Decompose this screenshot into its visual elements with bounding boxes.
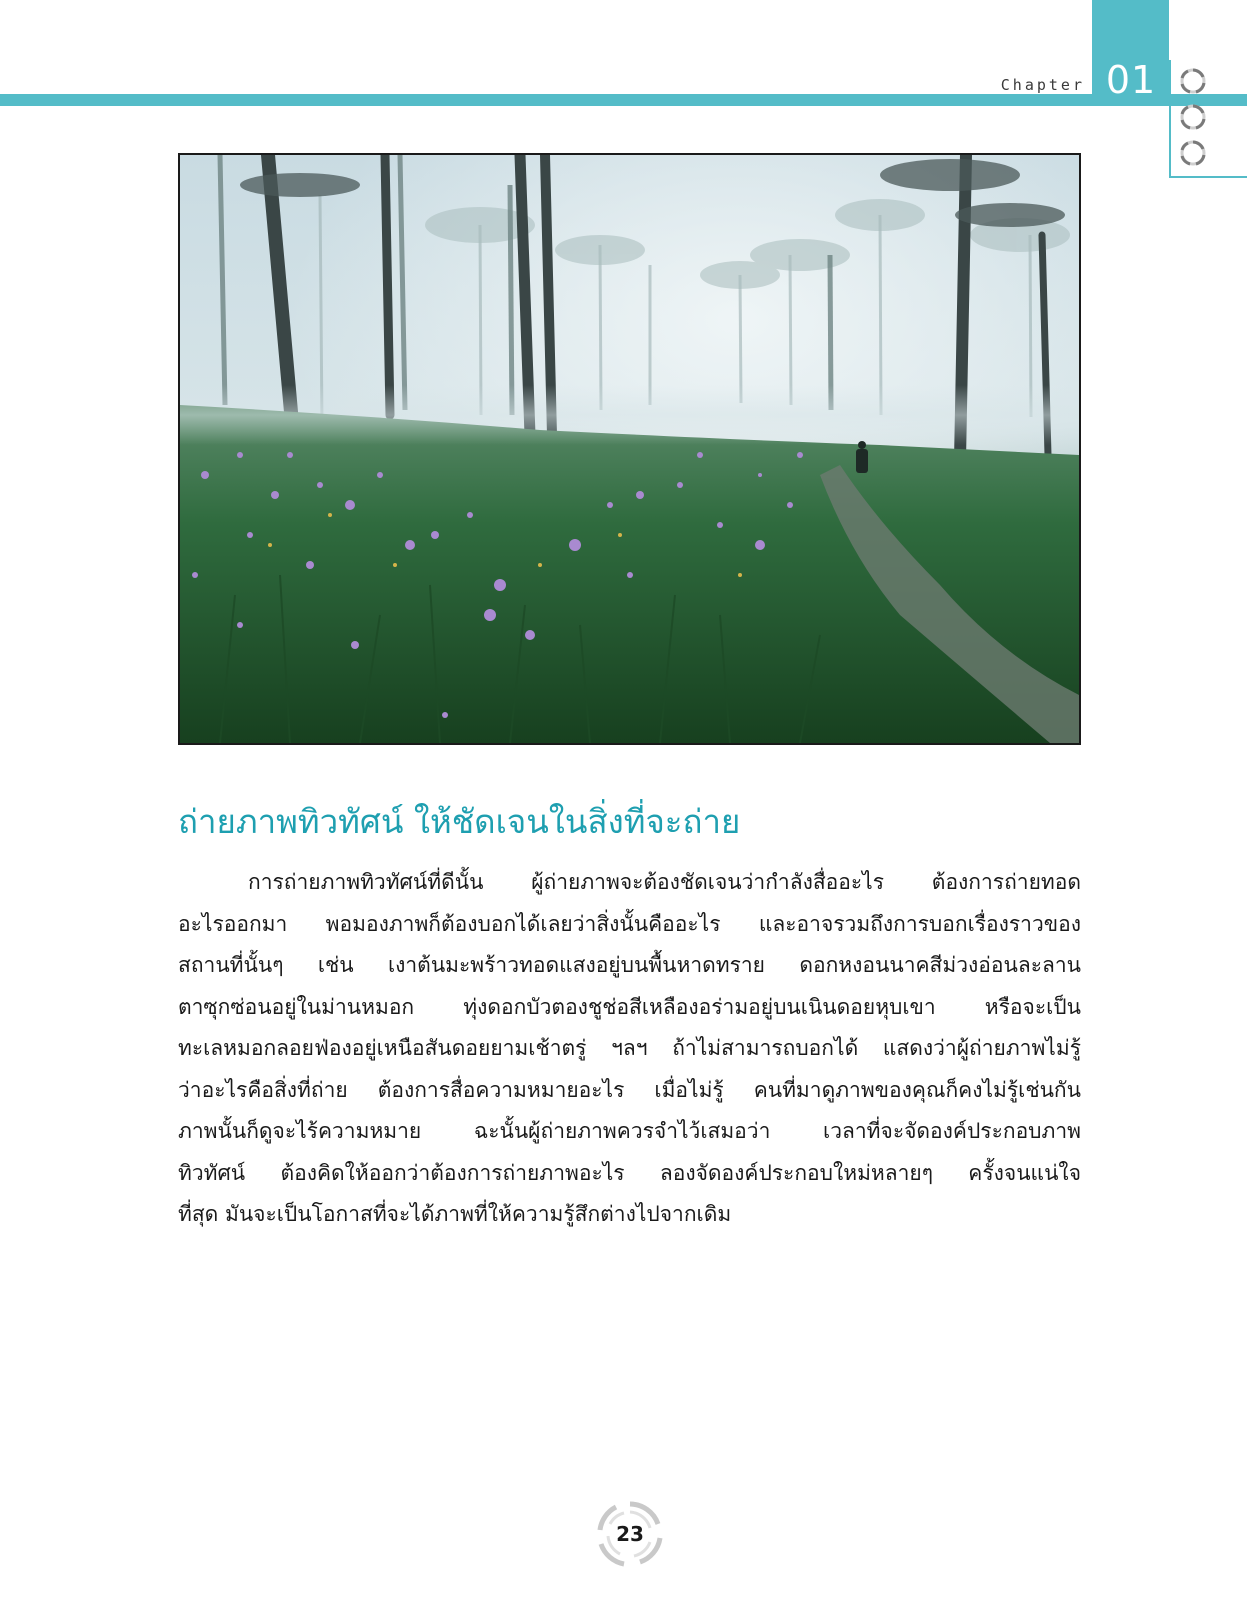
paragraph-line: ภาพนั้นก็ดูจะไร้ความหมาย ฉะนั้นผู้ถ่ายภาพควรจำไว้เสมอว่า เวลาที่จะจัดองค์ประกอบภาพ bbox=[178, 1119, 1081, 1143]
landscape-photo bbox=[178, 153, 1081, 745]
body-paragraph bbox=[178, 862, 1081, 1236]
misty-forest-image bbox=[180, 155, 1079, 743]
page-number: 23 bbox=[616, 1522, 644, 1546]
paragraph-line: อะไรออกมา พอมองภาพก็ต้องบอกได้เลยว่าสิ่งนั้นคืออะไร และอาจรวมถึงการบอกเรื่องราวของ bbox=[178, 911, 1081, 936]
side-rule-vertical bbox=[1169, 60, 1171, 178]
chapter-number: 01 bbox=[1105, 58, 1157, 102]
paragraph-line: ที่สุด มันจะเป็นโอกาสที่จะได้ภาพที่ให้ความรู้สึกต่างไปจากเดิม bbox=[178, 1202, 732, 1226]
chapter-label: Chapter bbox=[1000, 76, 1085, 94]
paragraph-line: ตาซุกซ่อนอยู่ในม่านหมอก ทุ่งดอกบัวตองชูช่อสีเหลืองอร่ามอยู่บนเนินดอยหุบเขา หรือจะเป็น bbox=[178, 994, 1081, 1019]
paragraph-line: ทะเลหมอกลอยฟ่องอยู่เหนือสันดอยยามเช้าตรู่ ฯลฯ ถ้าไม่สามารถบอกได้ แสดงว่าผู้ถ่ายภาพไม่รู้ bbox=[178, 1036, 1081, 1060]
header-band bbox=[0, 94, 1247, 106]
aperture-icon bbox=[1178, 102, 1208, 132]
paragraph-line: การถ่ายภาพทิวทัศน์ที่ดีนั้น ผู้ถ่ายภาพจะต้องชัดเจนว่ากำลังสื่ออะไร ต้องการถ่ายทอด bbox=[248, 870, 1081, 894]
paragraph-line: สถานที่นั้นๆ เช่น เงาต้นมะพร้าวทอดแสงอยู่บนพื้นหาดทราย ดอกหงอนนาคสีม่วงอ่อนละลาน bbox=[178, 953, 1081, 977]
paragraph-line: ว่าอะไรคือสิ่งที่ถ่าย ต้องการสื่อความหมายอะไร เมื่อไม่รู้ คนที่มาดูภาพของคุณก็คงไม่รู้เช่นกัน bbox=[178, 1077, 1081, 1102]
section-heading: ถ่ายภาพทิวทัศน์ ให้ชัดเจนในสิ่งที่จะถ่าย bbox=[178, 802, 741, 841]
paragraph-line: ทิวทัศน์ ต้องคิดให้ออกว่าต้องการถ่ายภาพอะไร ลองจัดองค์ประกอบใหม่หลายๆ ครั้งจนแน่ใจ bbox=[178, 1160, 1081, 1185]
aperture-icon bbox=[1178, 66, 1208, 96]
side-rule-horizontal bbox=[1169, 176, 1247, 178]
page-number-badge bbox=[594, 1498, 666, 1570]
aperture-icon bbox=[1178, 138, 1208, 168]
